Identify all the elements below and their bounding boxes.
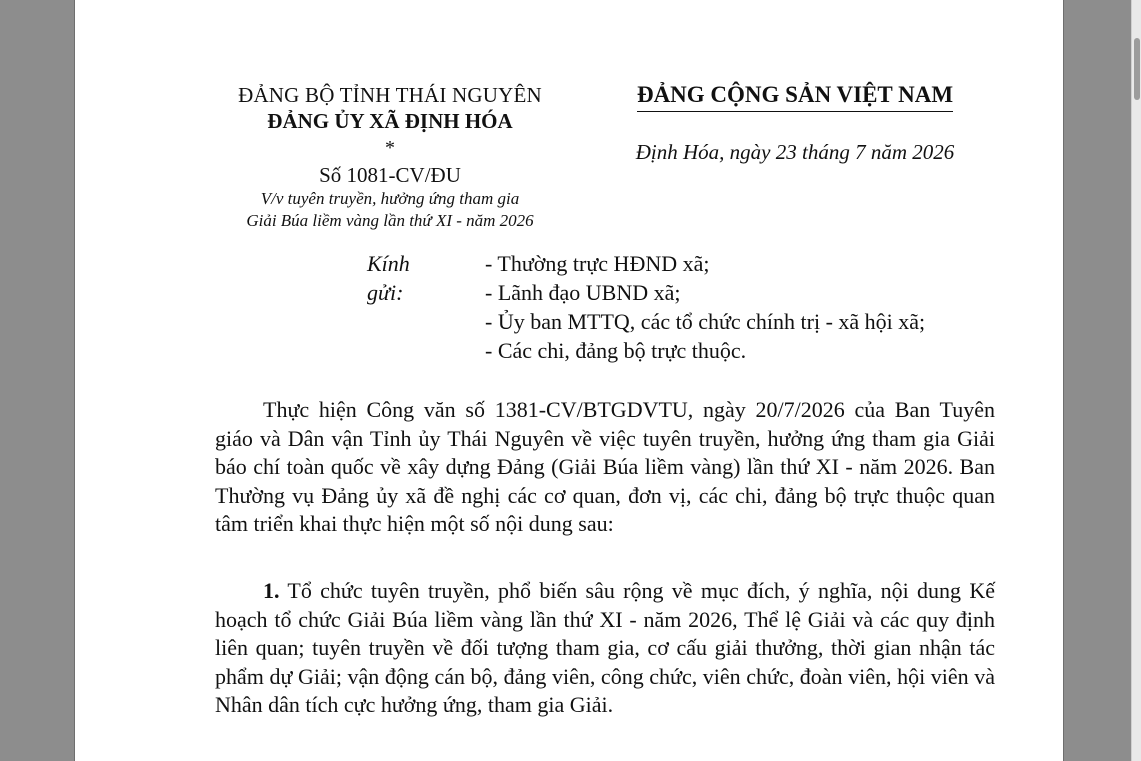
place-date: Định Hóa, ngày 23 tháng 7 năm 2026 [635, 140, 955, 164]
item-1-paragraph [215, 577, 995, 720]
commune-party-committee: ĐẢNG ỦY XÃ ĐỊNH HÓA [267, 109, 513, 133]
subject-line-1: V/v tuyên truyền, hưởng ứng tham gia [260, 189, 520, 208]
party-header-block [615, 80, 975, 165]
recipient-item: - Lãnh đạo UBND xã; [485, 280, 681, 305]
party-name: ĐẢNG CỘNG SẢN VIỆT NAM [637, 80, 953, 112]
intro-paragraph: Thực hiện Công văn số 1381-CV/BTGDVTU, ngày 20/7/2026 của Ban Tuyên giáo và Dân vận Tỉnh ủy Thái Nguyên về việc tuyên truyền, hưởng ứng tham gia Giải báo chí toàn quốc về xây dựng Đảng (Giải Búa liềm vàng) lần thứ XI - năm 2026. Ban Thường vụ Đảng ủy xã đề nghị các cơ quan, đơn vị, các chi, đảng bộ trực thuộc quan tâm triển khai thực hiện một số nội dung sau: [215, 397, 995, 536]
item-1-text: Tổ chức tuyên truyền, phổ biến sâu rộng về mục đích, ý nghĩa, nội dung Kế hoạch tổ chức Giải Búa liềm vàng lần thứ XI - năm 2026, Thể lệ Giải và các quy định liên quan; tuyên truyền về đối tượng tham gia, cơ cấu giải thưởng, thời gian nhận tác phẩm dự Giải; vận động cán bộ, đảng viên, công chức, viên chức, đoàn viên, hội viên và Nhân dân tích cực hưởng ứng, tham gia Giải. [215, 578, 995, 717]
recipients-label: Kính gửi: [367, 251, 410, 305]
recipient-item: - Ủy ban MTTQ, các tổ chức chính trị - xã hội xã; [485, 309, 926, 334]
document-number: Số 1081-CV/ĐU [319, 163, 461, 187]
recipients-list [485, 249, 925, 365]
vertical-scrollbar[interactable] [1131, 0, 1141, 761]
issuer-block [215, 82, 565, 232]
scrollbar-thumb[interactable] [1134, 38, 1140, 100]
document-page [74, 0, 1064, 761]
recipient-item: - Thường trực HĐND xã; [485, 251, 710, 276]
item-1-number: 1. [263, 578, 280, 603]
subject-line-2: Giải Búa liềm vàng lần thứ XI - năm 2026 [246, 211, 534, 230]
province-party-committee: ĐẢNG BỘ TỈNH THÁI NGUYÊN [238, 83, 542, 107]
recipient-item: - Các chi, đảng bộ trực thuộc. [485, 338, 747, 363]
separator-star: * [385, 137, 395, 159]
